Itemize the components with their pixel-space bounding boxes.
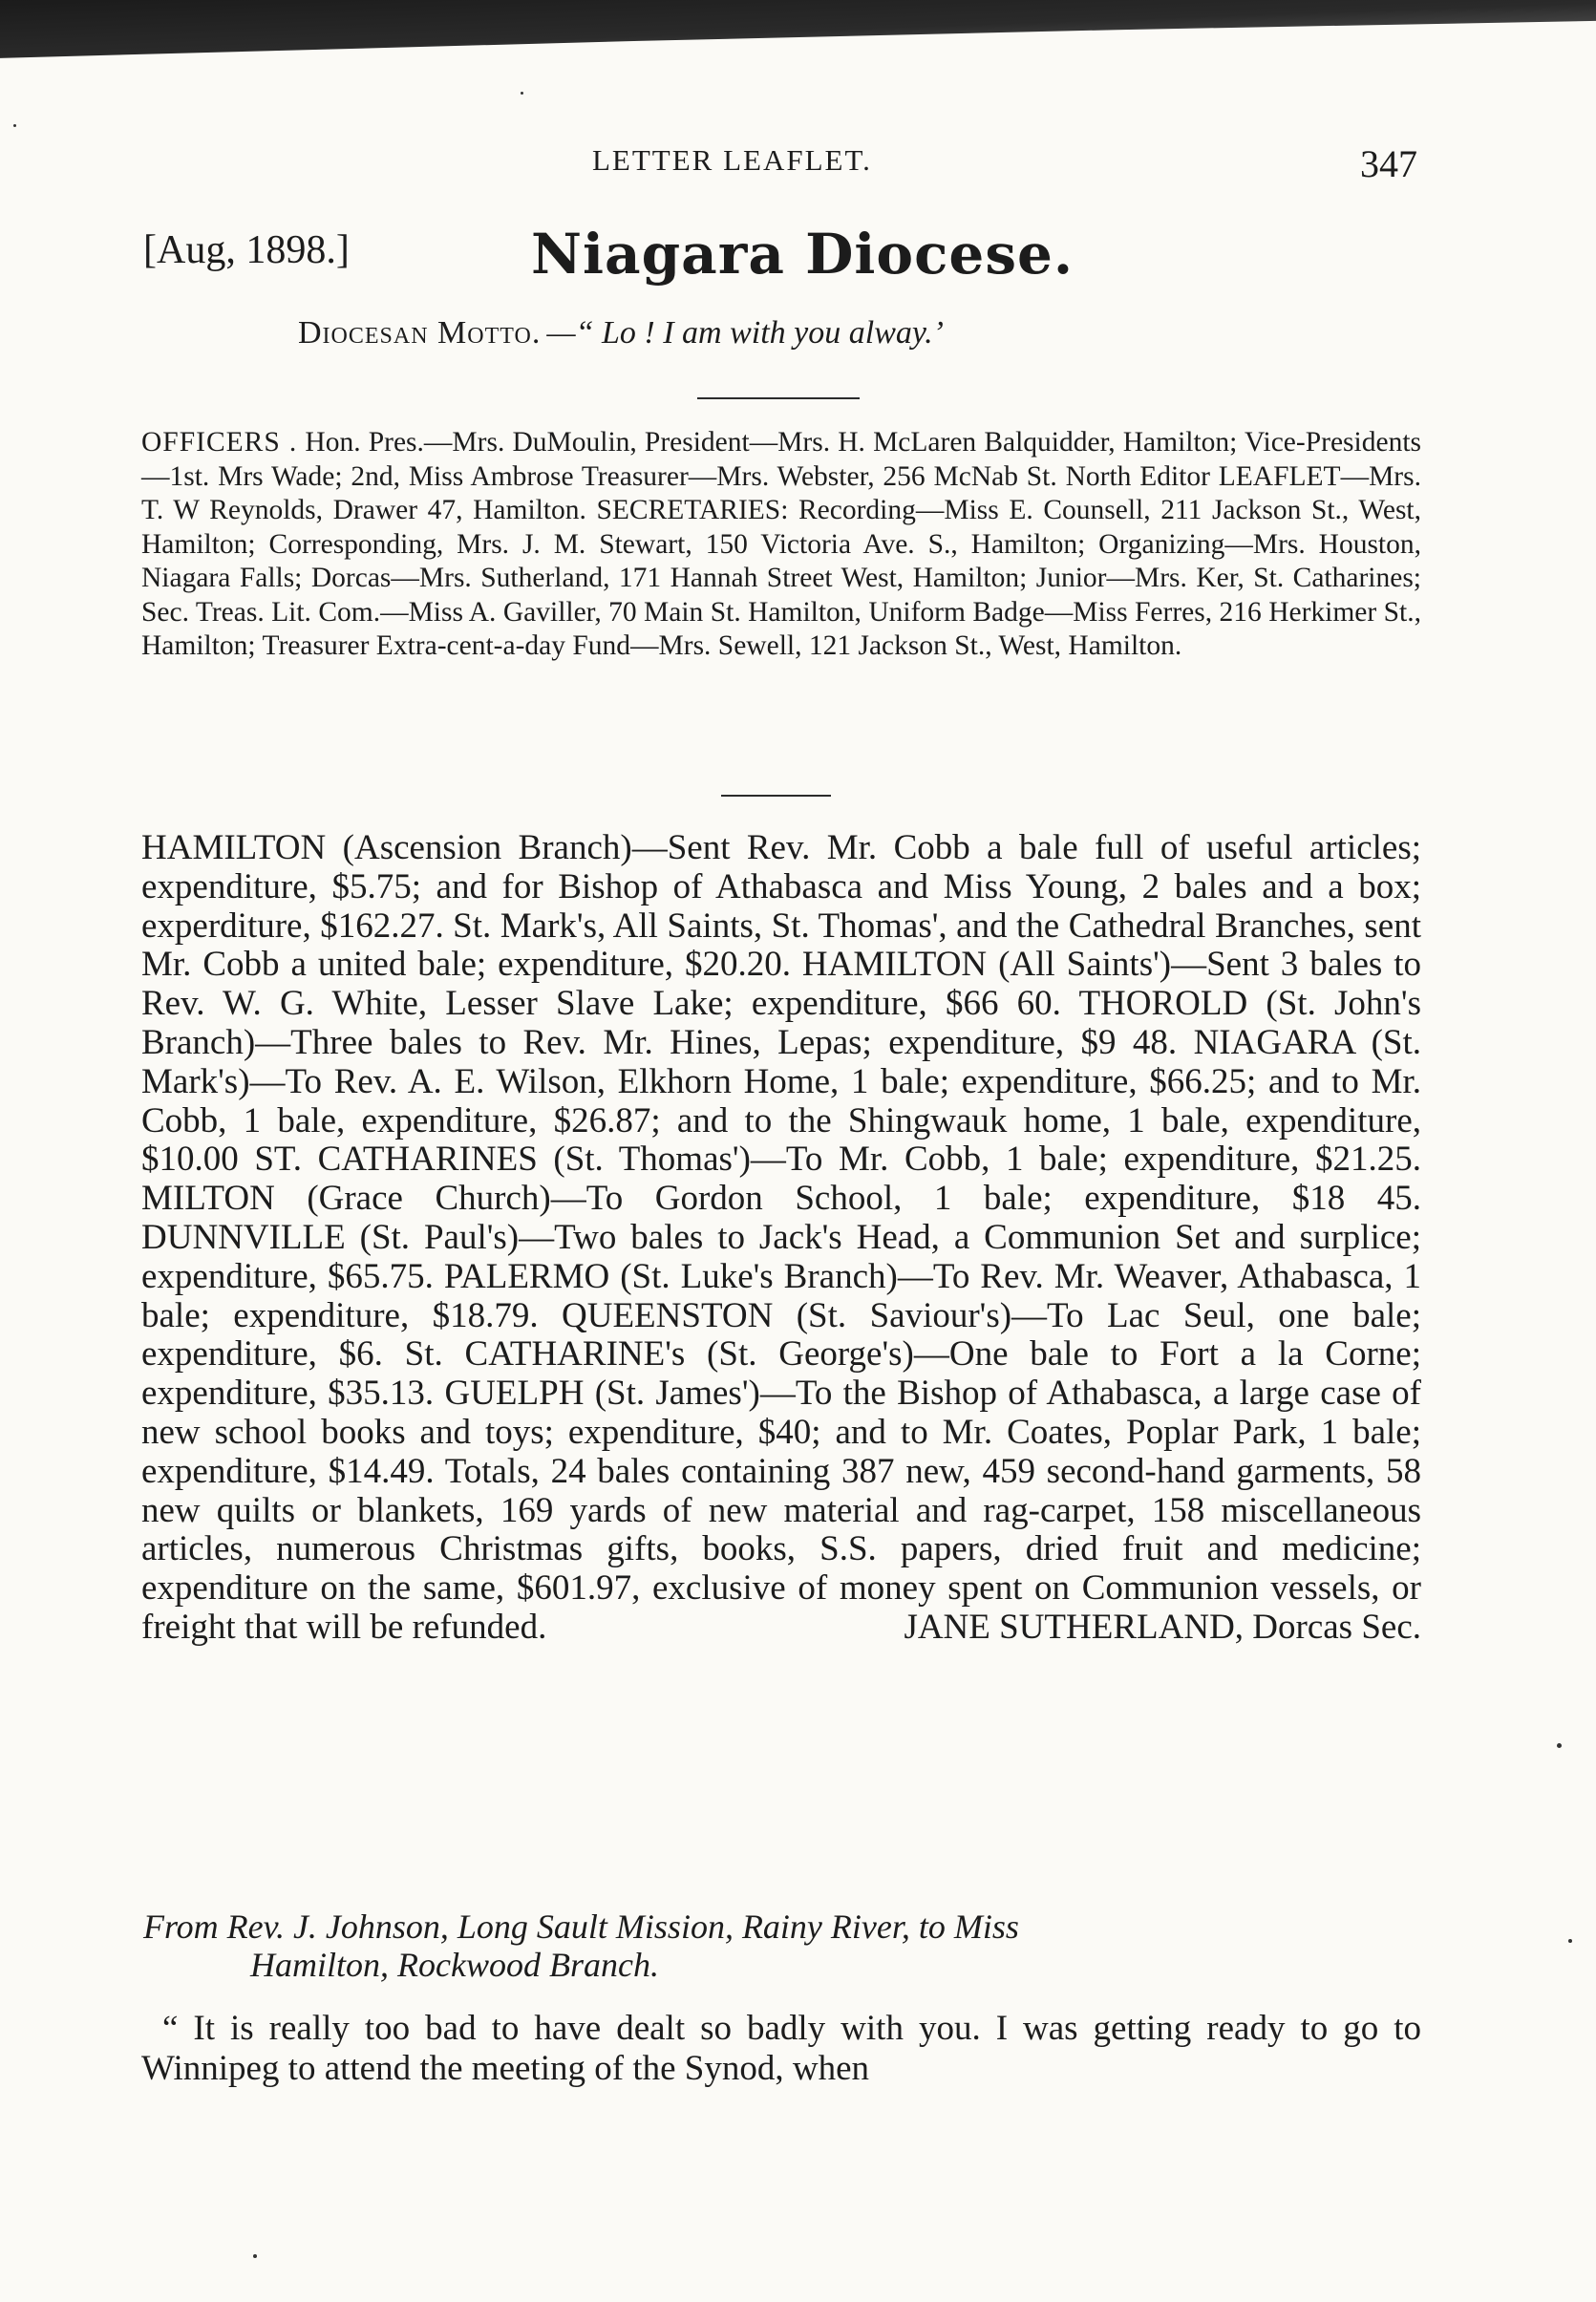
dorcas-report	[141, 829, 1421, 1648]
page-number: 347	[1360, 142, 1417, 185]
diocesan-motto	[298, 315, 944, 352]
scan-speck	[1557, 1743, 1562, 1748]
scan-speck	[13, 124, 16, 127]
diocese-title: Niagara Diocese.	[531, 222, 1075, 287]
officers-list	[141, 426, 1421, 664]
motto-text: —“ Lo ! I am with you alway.’	[546, 315, 944, 351]
scan-speck	[1568, 1939, 1572, 1943]
letter-quote: “ It is really too bad to have dealt so badly with you. I was getting ready to go to Winnipeg to attend the meeting of the Synod, when	[141, 2009, 1421, 2088]
letter-from-line1: From Rev. J. Johnson, Long Sault Mission, Rainy River, to Miss	[143, 1908, 1019, 1946]
letter-from-line2: Hamilton, Rockwood Branch.	[250, 1946, 659, 1984]
officers-label: OFFICERS .	[141, 427, 298, 458]
scan-edge-shadow	[0, 0, 1596, 75]
report-text: HAMILTON (Ascension Branch)—Sent Rev. Mr. Cobb a bale full of useful articles; expenditure, $5.75; and for Bishop of Athabasca and Miss Young, 2 bales and a box; experditure, $162.27. St. Mark's, All Saints, St. Thomas', and the Cathedral Branches, sent Mr. Cobb a united bale; expenditure, $20.20. HAMILTON (All Saints')—Sent 3 bales to Rev. W. G. White, Lesser Slave Lake; expenditure, $66 60. THOROLD (St. John's Branch)—Three bales to Rev. Mr. Hines, Lepas; expenditure, $9 48. NIAGARA (St. Mark's)—To Rev. A. E. Wilson, Elkhorn Home, 1 bale; expenditure, $66.25; and to Mr. Cobb, 1 bale, expenditure, $26.87; and to the Shingwauk home, 1 bale, expenditure, $10.00 ST. CATHARINES (St. Thomas')—To Mr. Cobb, 1 bale; expenditure, $21.25. MILTON (Grace Church)—To Gordon School, 1 bale; expenditure, $18 45. DUNNVILLE (St. Paul's)—Two bales to Jack's Head, a Communion Set and surplice; expenditure, $65.75. PALERMO (St. Luke's Branch)—To Rev. Mr. Weaver, Athabasca, 1 bale; expenditure, $18.79. QUEENSTON (St. Saviour's)—To Lac Seul, one bale; expenditure, $6. St. CATHARINE's (St. George's)—One bale to Fort a la Corne; expenditure, $35.13. GUELPH (St. James')—To the Bishop of Athabasca, a large case of new school books and toys; expenditure, $40; and to Mr. Coates, Poplar Park, 1 bale; expenditure, $14.49. Totals, 24 bales containing 387 new, 459 second-hand garments, 58 new quilts or blankets, 169 yards of new material and rag-carpet, 158 miscellaneous articles, numerous Christmas gifts, books, S.S. papers, dried fruit and medicine; expenditure on the same, $601.97, exclusive of money spent on Communion vessels, or freight that will be refunded.	[141, 828, 1421, 1647]
scan-speck	[253, 2254, 257, 2258]
motto-label: Diocesan Motto.	[298, 315, 542, 351]
letter-heading	[143, 1908, 1423, 1984]
running-head: LETTER LEAFLET.	[592, 143, 872, 177]
report-signature: JANE SUTHERLAND, Dorcas Sec.	[904, 1607, 1421, 1647]
section-divider	[697, 397, 860, 399]
officers-text: Hon. Pres.—Mrs. DuMoulin, President—Mrs. H. McLaren Balquidder, Hamilton; Vice-Presidents—1st. Mrs Wade; 2nd, Miss Ambrose Treasurer—Mrs. Webster, 256 McNab St. North Editor LEAFLET—Mrs. T. W Reynolds, Drawer 47, Hamilton. SECRETARIES: Recording—Miss E. Counsell, 211 Jackson St., West, Hamilton; Corresponding, Mrs. J. M. Stewart, 150 Victoria Ave. S., Hamilton; Organizing—Mrs. Houston, Niagara Falls; Dorcas—Mrs. Sutherland, 171 Hannah Street West, Hamilton; Junior—Mrs. Ker, St. Catharines; Sec. Treas. Lit. Com.—Miss A. Gaviller, 70 Main St. Hamilton, Uniform Badge—Miss Ferres, 216 Herkimer St., Hamilton; Treasurer Extra-cent-a-day Fund—Mrs. Sewell, 121 Jackson St., West, Hamilton.	[141, 427, 1421, 661]
section-divider	[721, 795, 831, 797]
issue-date: [Aug, 1898.]	[143, 228, 350, 272]
scan-speck	[521, 92, 523, 95]
